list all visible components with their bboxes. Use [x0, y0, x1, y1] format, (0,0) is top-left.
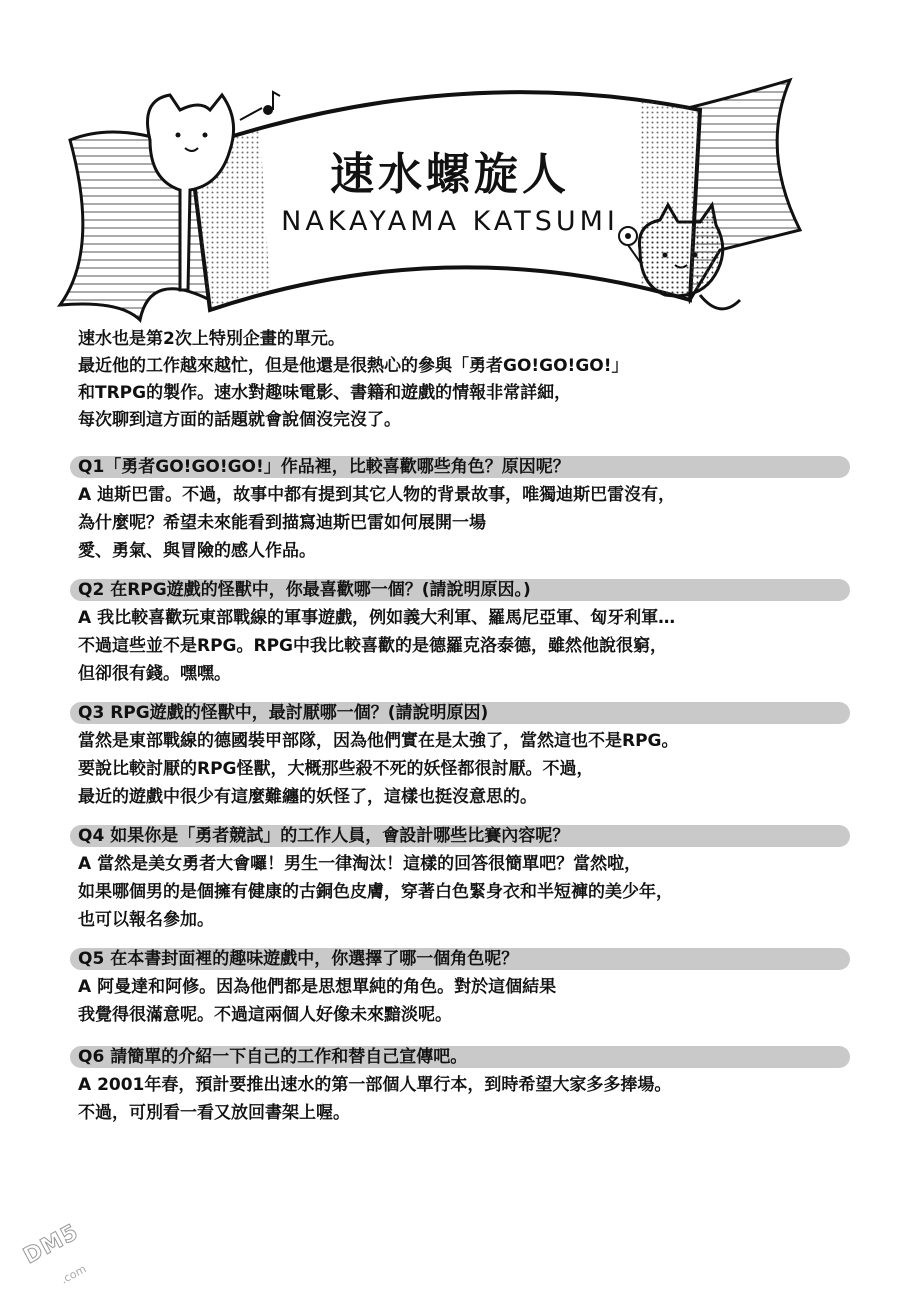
answer-line: 也可以報名參加。: [78, 910, 214, 930]
answer-line: A 2001年春，預計要推出速水的第一部個人單行本，到時希望大家多多捧場。: [78, 1075, 672, 1095]
answer-line: 為什麼呢？希望未來能看到描寫迪斯巴雷如何展開一場: [78, 513, 486, 533]
answer-line: 愛、勇氣、與冒險的感人作品。: [78, 541, 316, 561]
answer-line: 最近的遊戲中很少有這麼難纏的妖怪了，這樣也挺沒意思的。: [78, 787, 537, 807]
answer-line: 不過，可別看一看又放回書架上喔。: [78, 1103, 350, 1123]
intro-paragraph: [78, 326, 838, 434]
qa-block-1: [70, 453, 850, 565]
answer-6: [70, 1071, 850, 1127]
question-1: Q1「勇者GO!GO!GO!」作品裡，比較喜歡哪些角色？原因呢？: [70, 453, 850, 481]
watermark-domain: .com: [58, 1262, 89, 1287]
intro-line: 每次聊到這方面的話題就會說個沒完沒了。: [78, 410, 401, 430]
answer-line: 當然是東部戰線的德國裝甲部隊，因為他們實在是太強了，當然這也不是RPG。: [78, 731, 679, 751]
answer-4: [70, 850, 850, 934]
answer-line: A 當然是美女勇者大會囉！男生一律淘汰！這樣的回答很簡單吧？當然啦，: [78, 854, 642, 874]
intro-line: 和TRPG的製作。速水對趣味電影、書籍和遊戲的情報非常詳細，: [78, 383, 572, 403]
question-4: Q4 如果你是「勇者競試」的工作人員，會設計哪些比賽內容呢？: [70, 822, 850, 850]
question-6: Q6 請簡單的介紹一下自己的工作和替自己宣傳吧。: [70, 1043, 850, 1071]
intro-line: 最近他的工作越來越忙，但是他還是很熱心的參與「勇者GO!GO!GO!」: [78, 356, 629, 376]
qa-block-2: [70, 576, 850, 688]
watermark-logo: DM5: [19, 1219, 83, 1270]
question-3: Q3 RPG遊戲的怪獸中，最討厭哪一個？(請說明原因): [70, 699, 850, 727]
qa-block-6: [70, 1043, 850, 1127]
answer-line: 我覺得很滿意呢。不過這兩個人好像未來黯淡呢。: [78, 1005, 452, 1025]
answer-3: [70, 727, 850, 811]
question-5: Q5 在本書封面裡的趣味遊戲中，你選擇了哪一個角色呢？: [70, 945, 850, 973]
answer-line: A 迪斯巴雷。不過，故事中都有提到其它人物的背景故事，唯獨迪斯巴雷沒有，: [78, 485, 676, 505]
answer-line: 如果哪個男的是個擁有健康的古銅色皮膚，穿著白色緊身衣和半短褲的美少年，: [78, 882, 673, 902]
answer-line: 要說比較討厭的RPG怪獸，大概那些殺不死的妖怪都很討厭。不過，: [78, 759, 594, 779]
answer-5: [70, 973, 850, 1029]
answer-2: [70, 604, 850, 688]
answer-line: A 我比較喜歡玩東部戰線的軍事遊戲，例如義大利軍、羅馬尼亞軍、匈牙利軍…: [78, 608, 676, 628]
qa-block-5: [70, 945, 850, 1029]
qa-block-3: [70, 699, 850, 811]
page-subtitle: NAKAYAMA KATSUMI: [281, 206, 619, 237]
answer-1: [70, 481, 850, 565]
answer-line: A 阿曼達和阿修。因為他們都是思想單純的角色。對於這個結果: [78, 977, 557, 997]
answer-line: 不過這些並不是RPG。RPG中我比較喜歡的是德羅克洛泰德，雖然他說很窮，: [78, 636, 668, 656]
intro-line: 速水也是第2次上特別企畫的單元。: [78, 329, 345, 349]
question-2: Q2 在RPG遊戲的怪獸中，你最喜歡哪一個？(請說明原因。): [70, 576, 850, 604]
answer-line: 但卻很有錢。嘿嘿。: [78, 664, 231, 684]
qa-block-4: [70, 822, 850, 934]
page-title: 速水螺旋人: [330, 149, 570, 200]
